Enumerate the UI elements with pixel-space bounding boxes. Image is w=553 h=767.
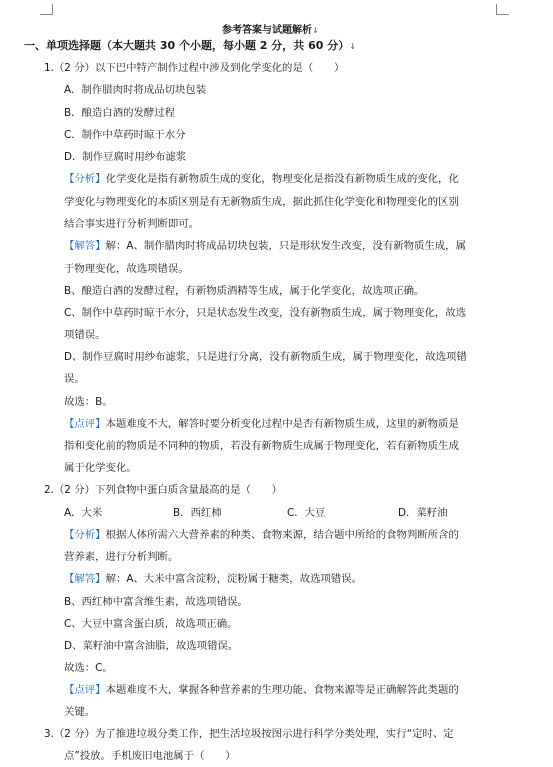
- q1-answer: 故选：B。: [64, 396, 113, 408]
- q1-comment-line: 属于化学变化。: [64, 462, 137, 474]
- section-heading: 一、单项选择题（本大题共 30 个小题，每小题 2 分，共 60 分）↓: [24, 39, 356, 52]
- comment-tag: 【点评】: [64, 418, 106, 430]
- q3-stem-line: 3.（2 分）为了推进垃圾分类工作，把生活垃圾按图示进行科学分类处理，实行“定时、定: [44, 728, 454, 740]
- q2-analysis-line: 营养素，进行分析判断。: [64, 551, 179, 563]
- q1-comment-line: 指和变化前的物质是不同种的物质，若没有新物质生成属于物理变化，若有新物质生成: [64, 440, 459, 452]
- q1-analysis-line: 结合事实进行分析判断即可。: [64, 218, 200, 230]
- q2-option-c: C．大豆: [287, 507, 326, 519]
- analysis-tag: 【分析】: [64, 173, 106, 185]
- q1-option-c: C．制作中草药时晾干水分: [64, 129, 186, 141]
- q2-option-d: D．菜籽油: [398, 507, 448, 519]
- solution-tag: 【解答】: [64, 240, 106, 252]
- q1-solution-line: B、酿造白酒的发酵过程，有新物质酒精等生成，属于化学变化，故选项正确。: [64, 285, 425, 297]
- q1-solution-line: D、制作豆腐时用纱布滤浆，只是进行分离，没有新物质生成，属于物理变化，故选项错: [64, 351, 467, 363]
- q2-solution-line: 【解答】解：A、大米中富含淀粉，淀粉属于糖类，故选项错误。: [64, 573, 363, 585]
- margin-corner-mark: [496, 4, 509, 15]
- q2-comment-line: 关键。: [64, 706, 96, 718]
- q1-option-a: A．制作腊肉时将成品切块包装: [64, 84, 207, 96]
- analysis-tag: 【分析】: [64, 529, 106, 541]
- q1-stem: 1.（2 分）以下巴中特产制作过程中涉及到化学变化的是（ ）: [44, 62, 345, 74]
- q1-solution-line: 项错误。: [64, 329, 106, 341]
- q1-solution-line: C、制作中草药时晾干水分，只是状态发生改变，没有新物质生成，属于物理变化，故选: [64, 307, 467, 319]
- q3-stem-line: 点”投放。手机废旧电池属于（ ）: [64, 750, 236, 762]
- q1-solution-line: 误。: [64, 373, 85, 385]
- q2-answer: 故选：C。: [64, 662, 113, 674]
- margin-corner-mark: [40, 4, 53, 15]
- q1-solution-line: 【解答】解：A、制作腊肉时将成品切块包装，只是形状发生改变，没有新物质生成，属: [64, 240, 466, 252]
- q2-option-b: B．西红柿: [173, 507, 222, 519]
- q2-solution-line: B、西红柿中富含维生素，故选项错误。: [64, 596, 248, 608]
- q1-analysis-line: 【分析】化学变化是指有新物质生成的变化，物理变化是指没有新物质生成的变化，化: [64, 173, 459, 185]
- q1-solution-line: 于物理变化，故选项错误。: [64, 263, 189, 275]
- q2-option-a: A．大米: [64, 507, 103, 519]
- q1-analysis-line: 学变化与物理变化的本质区别是有无新物质生成，据此抓住化学变化和物理变化的区别: [64, 196, 459, 208]
- q2-solution-line: C、大豆中富含蛋白质，故选项正确。: [64, 618, 238, 630]
- q1-option-b: B．酿造白酒的发酵过程: [64, 107, 176, 119]
- comment-tag: 【点评】: [64, 684, 106, 696]
- q2-stem: 2.（2 分）下列食物中蛋白质含量最高的是（ ）: [44, 484, 283, 496]
- q2-analysis-line: 【分析】根据人体所需六大营养素的种类、食物来源，结合题中所给的食物判断所含的: [64, 529, 459, 541]
- doc-title: 参考答案与试题解析↓: [222, 25, 319, 36]
- q2-solution-line: D、菜籽油中富含油脂，故选项错误。: [64, 640, 239, 652]
- q1-option-d: D．制作豆腐时用纱布滤浆: [64, 151, 187, 163]
- solution-tag: 【解答】: [64, 573, 106, 585]
- q1-comment-line: 【点评】本题难度不大，解答时要分析变化过程中是否有新物质生成，这里的新物质是: [64, 418, 459, 430]
- q2-comment-line: 【点评】本题难度不大，掌握各种营养素的生理功能、食物来源等是正确解答此类题的: [64, 684, 459, 696]
